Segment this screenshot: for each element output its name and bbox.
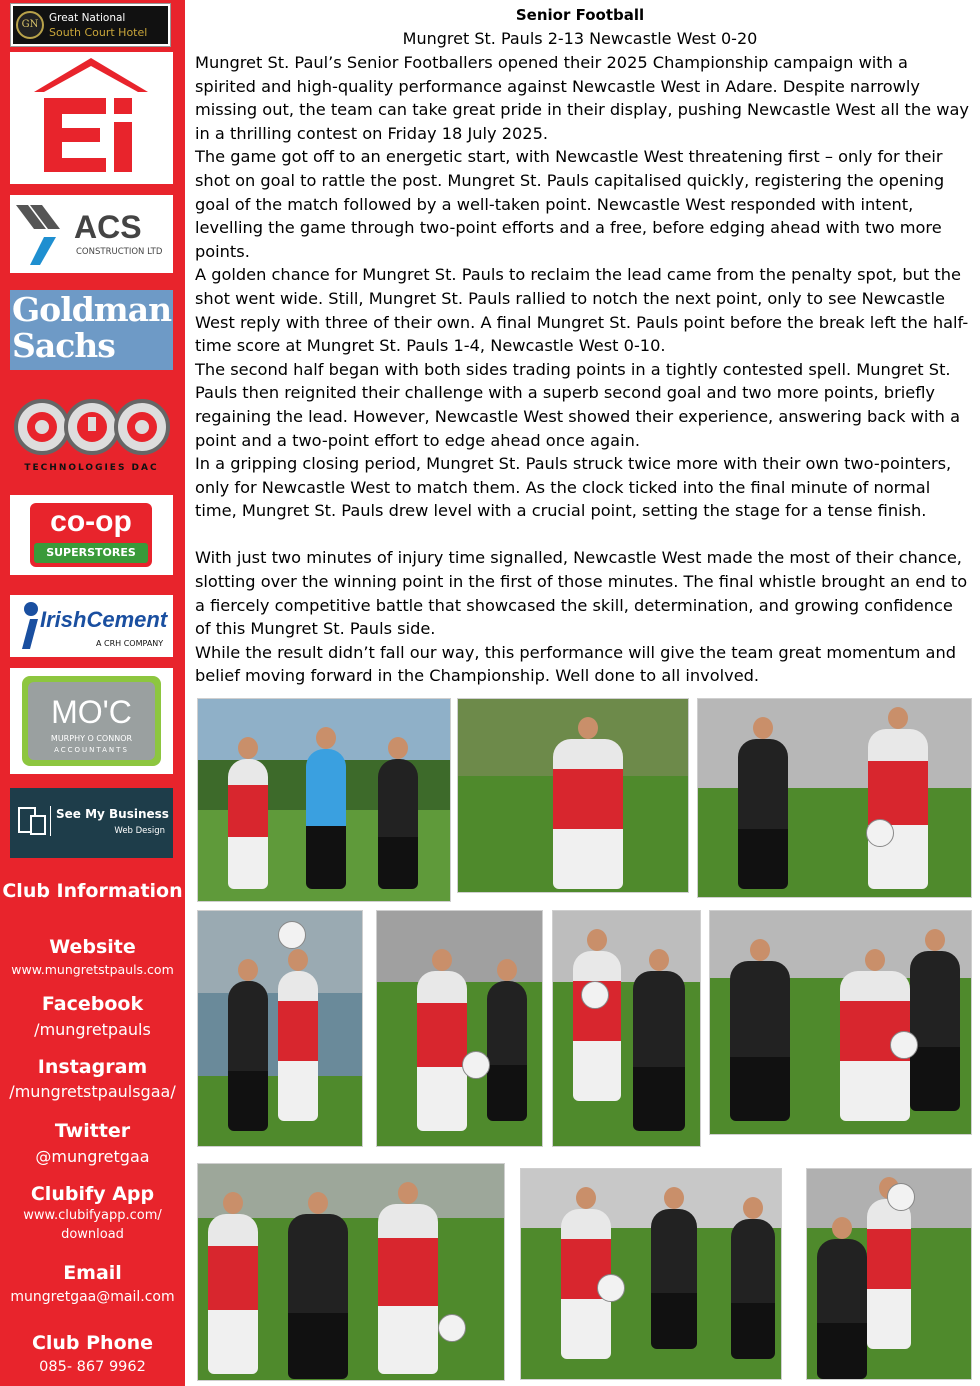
photo-player-with-ball (697, 698, 972, 898)
ei-house-icon (10, 52, 173, 184)
instagram-link[interactable]: /mungretstpaulsgaa/ (9, 1082, 176, 1101)
club-phone-value: 085- 867 9962 (39, 1359, 146, 1375)
instagram-label: Instagram (37, 1056, 148, 1078)
photo-players-sprint (197, 1163, 505, 1381)
clubify-label: Clubify App (30, 1183, 155, 1205)
photo-player-number-10 (552, 910, 701, 1147)
email-link[interactable]: mungretgaa@mail.com (10, 1289, 175, 1305)
paragraph-conclusion: While the result didn’t fall our way, this performance will give the team great momentum and belief moving forward in the Championship. Well done to all involved. (195, 642, 956, 686)
goldman-sachs-logo (10, 290, 173, 370)
paragraph-closing: In a gripping closing period, Mungret St. Pauls struck twice more with their own two-pointers, only for Newcastle West to match them. As the clock ticked into the final minute of normal time, Mungret St. Pauls drew level with a crucial point, setting the stage for a tense finish. (195, 454, 952, 521)
goldman-line2: Sachs (12, 326, 115, 365)
photo-player-ready (457, 698, 689, 893)
moc-main: MO'C (51, 694, 132, 730)
great-national-hotel-logo (10, 3, 171, 47)
gn-badge: GN (16, 11, 44, 39)
coop-superstores-logo (10, 495, 173, 575)
match-score: Mungret St. Pauls 2-13 Newcastle West 0-20 (402, 29, 758, 48)
article-title: Senior Football (515, 6, 645, 24)
photo-attack (806, 1168, 972, 1380)
facebook-label: Facebook (41, 993, 144, 1015)
smb-sub: Web Design (114, 826, 165, 836)
twitter-label: Twitter (54, 1120, 131, 1142)
moc-sub2: ACCOUNTANTS (54, 746, 129, 754)
omc-technologies-logo (10, 395, 173, 485)
coop-sub: SUPERSTORES (34, 543, 148, 563)
murphy-oconnor-logo (10, 668, 173, 774)
coop-main: co-op (50, 505, 132, 538)
clubify-link-cont[interactable]: download (61, 1227, 124, 1242)
photo-midfield-battle (520, 1168, 782, 1380)
irish-cement-sub: A CRH COMPANY (96, 639, 164, 648)
paragraph-second-half: The second half began with both sides trading points in a tightly contested spell. Mungret St. Pauls then reignited their challenge with a superb second goal and two more points, briefly regaining the lead. However, Newcastle West showed their experience, answering back with a point and a two-point effort to edge ahead once again. (195, 359, 961, 450)
sidebar (0, 0, 185, 1386)
club-information-heading: Club Information (2, 880, 183, 902)
club-phone-label: Club Phone (31, 1332, 154, 1354)
goldman-line1: Goldman (12, 290, 172, 329)
email-label: Email (63, 1262, 122, 1284)
article-body (195, 51, 970, 688)
see-my-business-logo (10, 788, 173, 858)
paragraph-injury-time: With just two minutes of injury time signalled, Newcastle West made the most of their chance, slotting over the winning point in the first of those minutes. The final whistle brought an end to a fiercely competitive battle that showcased the skill, determination, and growing confidence of this Mungret St. Pauls side. (195, 548, 968, 639)
paragraph-start: The game got off to an energetic start, with Newcastle West threatening first – only for their shot on goal to rattle the post. Mungret St. Pauls capitalised quickly, registering the opening goal of the match followed by a well-taken point. Newcastle West responded with intent, levelling the game through two-point efforts and a free, before edging ahead with two more points. (195, 147, 945, 261)
devices-icon (18, 806, 48, 836)
acs-name: ACS (74, 209, 142, 245)
website-link[interactable]: www.mungretstpauls.com (11, 962, 174, 977)
gn-line1: Great National (49, 12, 126, 24)
photo-high-catch (197, 910, 363, 1147)
acs-construction-logo (10, 195, 173, 273)
moc-sub: MURPHY O CONNOR (50, 734, 133, 743)
clubify-link[interactable]: www.clubifyapp.com/ (23, 1208, 162, 1223)
ei-logo (10, 52, 173, 184)
website-label: Website (49, 936, 136, 958)
facebook-link[interactable]: /mungretpauls (34, 1020, 151, 1039)
paragraph-intro: Mungret St. Paul’s Senior Footballers opened their 2025 Championship campaign with a spirited and high-quality performance against Newcastle West in Adare. Despite narrowly missing out, the team can take great pride in their display, pushing Newcastle West all the way in a thrilling contest on Friday 18 July 2025. (195, 53, 970, 143)
acs-sub: CONSTRUCTION LTD (76, 247, 163, 257)
photo-tackle (709, 910, 972, 1135)
omc-rings-icon (10, 395, 173, 461)
irish-cement-main: IrishCement (40, 607, 168, 632)
omc-sub: TECHNOLOGIES DAC (24, 463, 159, 473)
paragraph-first-half: A golden chance for Mungret St. Pauls to reclaim the lead came from the penalty spot, but the shot went wide. Still, Mungret St. Pauls rallied to notch the next point, only to see Newcastle West reply with three of their own. A final Mungret St. Pauls point before the break left the half-time score at Mungret St. Pauls 1-4, Newcastle West 0-10. (195, 265, 969, 356)
photo-team-captains (197, 698, 451, 902)
twitter-link[interactable]: @mungretgaa (35, 1147, 150, 1166)
smb-main: See My Business (56, 807, 169, 821)
gn-line2: South Court Hotel (49, 26, 148, 39)
irish-cement-logo (10, 595, 173, 657)
photo-player-run (376, 910, 543, 1147)
